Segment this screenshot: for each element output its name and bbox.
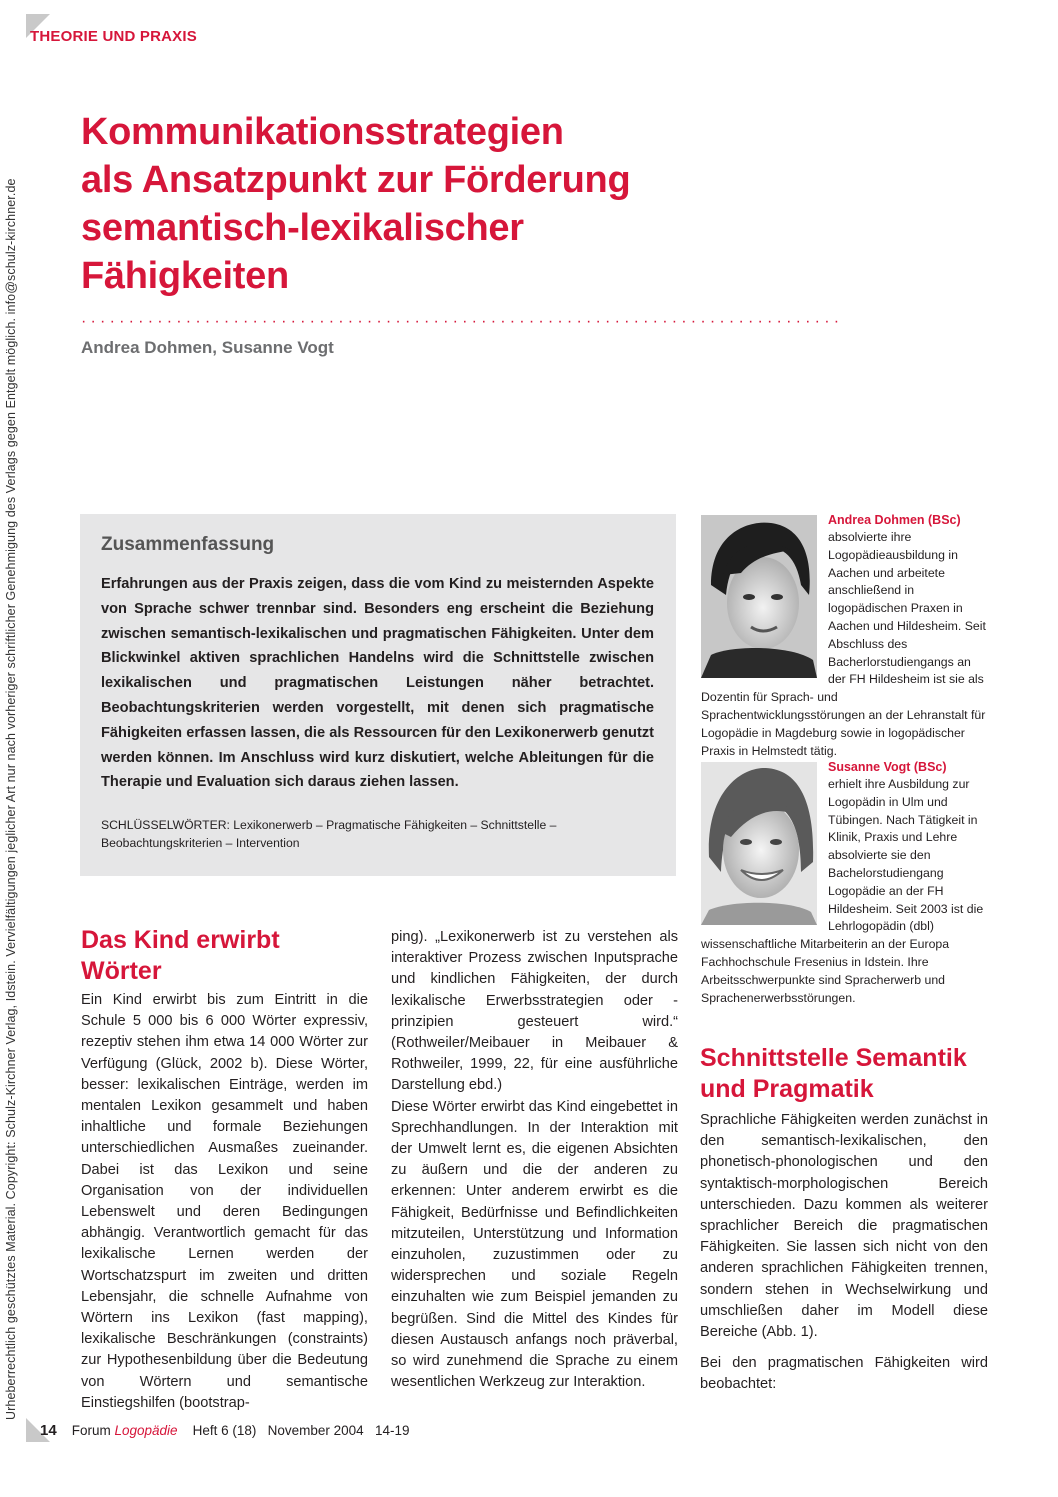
float-spacer bbox=[701, 776, 828, 935]
paragraph: Bei den pragmatischen Fähigkeiten wird beobachtet: bbox=[700, 1355, 988, 1393]
section-heading: Schnittstelle Semantik und Pragmatik bbox=[700, 1044, 967, 1103]
float-spacer bbox=[701, 529, 828, 688]
page-footer bbox=[40, 1422, 409, 1439]
abstract-box bbox=[80, 514, 676, 876]
paragraph: Sprachliche Fähigkeiten werden zunächst in den semantisch-lexikalischen, den phonetisch-phonologischen und den syntaktisch-morphologischen Bereich unterschieden. Dazu kommen als weiterer sprachlicher Bereich die pragmatischen Fähigkeiten. Sie lassen sich nicht von den anderen sprachlichen Fähigkeiten trennen, sondern stehen in Wechselwirkung und umschließen daher im Modell diese Bereiche (Abb. 1). bbox=[700, 1112, 988, 1341]
bio-text: erhielt ihre Ausbildung zur Logopädin in Ulm und Tübingen. Nach Tätigkeit in Klinik, Praxis und Lehre absolvierte sie den Bachelorstudiengang Logopädie an der FH Hildesheim. Seit 2003 ist die Lehrlogopädin (dbl) wissenschaftliche Mitarbeiterin an der Europa Fachhochschule Fresenius in Idstein. Ihre Arbeitsschwerpunkte sind Spracherwerb und Sprachenerwerbsstörungen. bbox=[701, 777, 984, 1005]
column-2 bbox=[391, 927, 678, 1393]
title-line: Fähigkeiten bbox=[81, 255, 289, 297]
abstract-body: Erfahrungen aus der Praxis zeigen, dass die vom Kind zu meisternden Aspekte von Sprache schwer trennbar sind. Besonders eng erscheint die Beziehung zwischen semantisch-lexikalischen und pragmatischen Fähigkeiten. Unter dem Blickwinkel aktiven sprachlichen Handelns wird die Schnittstelle zwischen lexikalischen und pragmatischen Leistungen näher betrachtet. Beobachtungskriterien werden vorgestellt, mit denen sich pragmatische Fähigkeiten erfassen lassen, die als Ressourcen für den Lexikonerwerb genutzt werden können. Im Anschluss wird kurz diskutiert, welche Ableitungen für die Therapie und Evaluation sich daraus ziehen lassen. bbox=[101, 576, 654, 791]
title-line: Kommunikationsstrategien bbox=[81, 111, 564, 153]
dotted-divider: ················································································ bbox=[81, 313, 844, 330]
bio-dohmen-top bbox=[828, 512, 993, 530]
title-line: semantisch-lexikalischer bbox=[81, 207, 524, 249]
bio-name: Susanne Vogt (BSc) bbox=[828, 760, 947, 774]
bio-name: Andrea Dohmen (BSc) bbox=[828, 513, 961, 527]
issue: Heft 6 (18) bbox=[192, 1423, 257, 1438]
journal-name: Forum bbox=[71, 1423, 111, 1438]
column-1 bbox=[81, 990, 368, 1414]
copyright-notice: Urheberrechtlich geschütztes Material. Copyright: Schulz-Kirchner Verlag, Idstein. Vervielfältigungen jeglicher Art nur nach vorheriger schriftlicher Genehmigung des Verlags gegen Entgelt möglich. info@schulz-kirchner.de bbox=[4, 178, 18, 1420]
title-line: als Ansatzpunkt zur Förderung bbox=[81, 159, 631, 201]
page-range: 14-19 bbox=[374, 1423, 410, 1438]
bio-text: absolvierte ihre Logopädieausbildung in Aachen und arbeitete anschließend in logopädischen Praxen in Aachen und Hildesheim. Seit Abschluss des Bacherlorstudiengangs an der FH Hildesheim ist sie als Dozentin für Sprach- und Sprachentwicklungsstörungen an der Lehranstalt für Logopädie in Magdeburg sowie in logopädischer Praxis in Helmstedt tätig. bbox=[701, 530, 986, 758]
bio-dohmen-text-wrap bbox=[701, 529, 991, 760]
abstract-heading: Zusammenfassung bbox=[101, 534, 275, 555]
section-heading: Das Kind erwirbt Wörter bbox=[81, 926, 280, 985]
article-authors: Andrea Dohmen, Susanne Vogt bbox=[81, 338, 334, 357]
column-3 bbox=[700, 1110, 988, 1396]
abstract-keywords: SCHLÜSSELWÖRTER: Lexikonerwerb – Pragmatische Fähigkeiten – Schnittstelle – Beobachtungskriterien – Intervention bbox=[101, 818, 557, 850]
paragraph: Ein Kind erwirbt bis zum Eintritt in die Schule 5 000 bis 6 000 Wörter expressiv, rezeptiv stehen ihm etwa 14 000 Wörter zur Verfügung (Glück, 2002 b). Diese Wörter, besser: lexikalischen Einträge, werden im mentalen Lexikon gesammelt und haben inhaltliche und formale Beziehungen unterschiedlichen Ausmaßes zueinander. Dabei ist das Lexikon und seine Organisation von der individuellen Lebenswelt und deren Bedingungen abhängig. Verantwortlich gemacht für das lexikalische Lernen werden der Wortschatzspurt im zweiten und dritten Lebensjahr, die schnelle Aufnahme von Wörtern ins Lexikon (fast mapping), lexikalische Beschränkungen (constraints) zur Hypothesenbildung über die Bedeutung von Wörtern und semantische Einstiegshilfen (bootstrap- bbox=[81, 992, 368, 1411]
article-title bbox=[81, 108, 721, 300]
page-number: 14 bbox=[40, 1422, 57, 1439]
paragraph: ping). „Lexikonerwerb ist zu verstehen als interaktiver Prozess zwischen Inputsprache und kindlichen Fähigkeiten, der durch lexikalische Erwerbsstrategien oder -prinzipien gesteuert wird.“ (Rothweiler/Meibauer in Meibauer & Rothweiler, 1999, 22, für eine ausführliche Darstellung ebd.) bbox=[391, 929, 678, 1094]
section-label: THEORIE UND PRAXIS bbox=[30, 28, 197, 45]
journal-name-accent: Logopädie bbox=[114, 1423, 178, 1438]
bio-vogt-top bbox=[828, 759, 993, 777]
issue-date: November 2004 bbox=[267, 1423, 364, 1438]
bio-vogt-text-wrap bbox=[701, 776, 991, 1007]
paragraph: Diese Wörter erwirbt das Kind eingebettet in Sprechhandlungen. In der Interaktion mit der Umwelt lernt es, die eigenen Absichten zu äußern und die der anderen zu erkennen: Unter anderem erwirbt es die Fähigkeit, Bedürfnisse und Befindlichkeiten mitzuteilen, Unterstützung und Information einzuholen, zuzustimmen oder zu widersprechen und soziale Regeln einzuhalten wie zum Beispiel jemanden zu begrüßen. Sind die Mittel des Kindes für diesen Austausch anfangs noch präverbal, so wird zunehmend die Sprache zu einem wesentlichen Werkzeug zur Interaktion. bbox=[391, 1098, 678, 1391]
